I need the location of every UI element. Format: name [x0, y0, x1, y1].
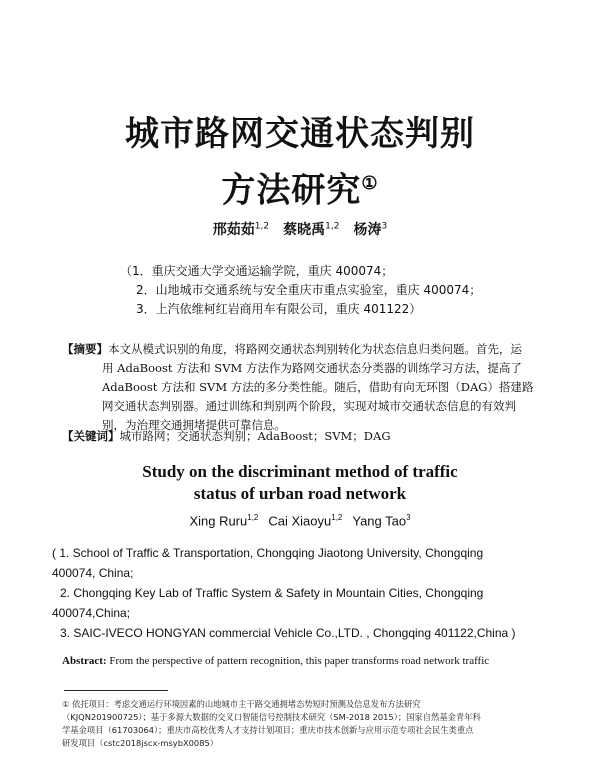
author-cn-2: 蔡晓禹	[283, 222, 326, 238]
author-en-3-affil: 3	[406, 513, 411, 522]
footnote-line2: （KJQN201900725）；基于多源大数据的交叉口智能信号控制技术研究（SM-2018 2015）；国家自然基金青年科	[62, 712, 481, 722]
abstract-en	[62, 655, 540, 667]
abstract-cn-label: 【摘要】	[62, 342, 108, 356]
footnote-divider	[64, 690, 168, 691]
author-en-2: Cai Xiaoyu	[268, 513, 332, 529]
title-footnote-marker[interactable]: ①	[361, 173, 379, 194]
author-cn-3-affil: 3	[381, 221, 388, 232]
author-en-2-affil: 1,2	[331, 513, 343, 522]
title-cn-line1-text: 城市路网交通状态判别	[125, 114, 475, 154]
affiliation-cn-1: （1．重庆交通大学交通运输学院，重庆 400074；	[120, 264, 394, 278]
affiliation-en-1: ( 1. School of Traffic & Transportation, Chongqing Jiaotong University, Chongqing	[52, 546, 484, 560]
keywords-cn-label: 【关键词】	[62, 429, 120, 443]
keywords-cn-text: 城市路网；交通状态判别；AdaBoost；SVM；DAG	[119, 429, 391, 443]
abstract-cn-line4: 网交通状态判别器。通过训练和判别两个阶段，实现对城市交通状态信息的有效判	[102, 399, 516, 413]
abstract-cn-line2: 用 AdaBoost 方法和 SVM 方法作为路网交通状态分类器的训练学习方法，提高了	[102, 361, 522, 375]
author-cn-3: 杨涛	[353, 222, 382, 238]
author-cn-1: 邢茹茹	[212, 222, 255, 238]
abstract-cn-line1: 本文从模式识别的角度，将路网交通状态判别转化为状态信息归类问题。首先，运	[108, 342, 522, 356]
footnote	[62, 698, 540, 750]
abstract-cn	[62, 340, 540, 435]
title-en-line1: Study on the discriminant method of traffic	[142, 462, 458, 481]
affiliations-cn	[120, 262, 482, 319]
abstract-en-label: Abstract:	[62, 655, 107, 667]
title-en	[0, 461, 600, 505]
affiliation-cn-2: 2．山地城市交通系统与安全重庆市重点实验室，重庆 400074；	[136, 283, 482, 297]
abstract-cn-line3: AdaBoost 方法和 SVM 方法的多分类性能。随后，借助有向无环图（DAG）搭建路	[102, 380, 534, 394]
title-cn-line2	[0, 164, 600, 210]
authors-cn	[0, 219, 600, 239]
footnote-line4: 研发项目（cstc2018jscx-msybX0085）	[62, 738, 219, 748]
affiliation-en-1-cont: 400074, China;	[52, 566, 134, 580]
footnote-line1: ① 依托项目：考虑交通运行环境因素的山地城市主干路交通拥堵态势短时预测及信息发布方法研究	[62, 699, 421, 709]
affiliations-en	[52, 543, 552, 643]
affiliation-en-3: 3. SAIC-IVECO HONGYAN commercial Vehicle Co.,LTD. , Chongqing 401122,China )	[60, 626, 516, 640]
abstract-en-text: From the perspective of pattern recognition, this paper transforms road network traffic	[109, 655, 490, 667]
affiliation-en-2-cont: 400074,China;	[52, 606, 131, 620]
author-en-1-affil: 1,2	[247, 513, 259, 522]
affiliation-cn-3: 3．上汽依维柯红岩商用车有限公司，重庆 401122）	[136, 302, 422, 316]
abstract-cn-line5: 别，为治理交通拥堵提供可靠信息。	[102, 418, 286, 432]
keywords-cn	[62, 428, 540, 444]
author-cn-2-affil: 1,2	[325, 221, 340, 232]
authors-en	[0, 513, 600, 528]
footnote-line3: 学基金项目（61703064）；重庆市高校优秀人才支持计划项目；重庆市技术创新与应用示范专项社会民生类重点	[62, 725, 474, 735]
title-cn-line2-text: 方法研究	[221, 170, 362, 211]
author-en-1: Xing Ruru	[189, 513, 248, 529]
title-en-line2: status of urban road network	[193, 484, 407, 503]
title-cn-line1	[0, 114, 600, 154]
author-cn-1-affil: 1,2	[254, 221, 270, 232]
affiliation-en-2: 2. Chongqing Key Lab of Traffic System & Safety in Mountain Cities, Chongqing	[60, 586, 484, 600]
author-en-3: Yang Tao	[352, 513, 407, 529]
